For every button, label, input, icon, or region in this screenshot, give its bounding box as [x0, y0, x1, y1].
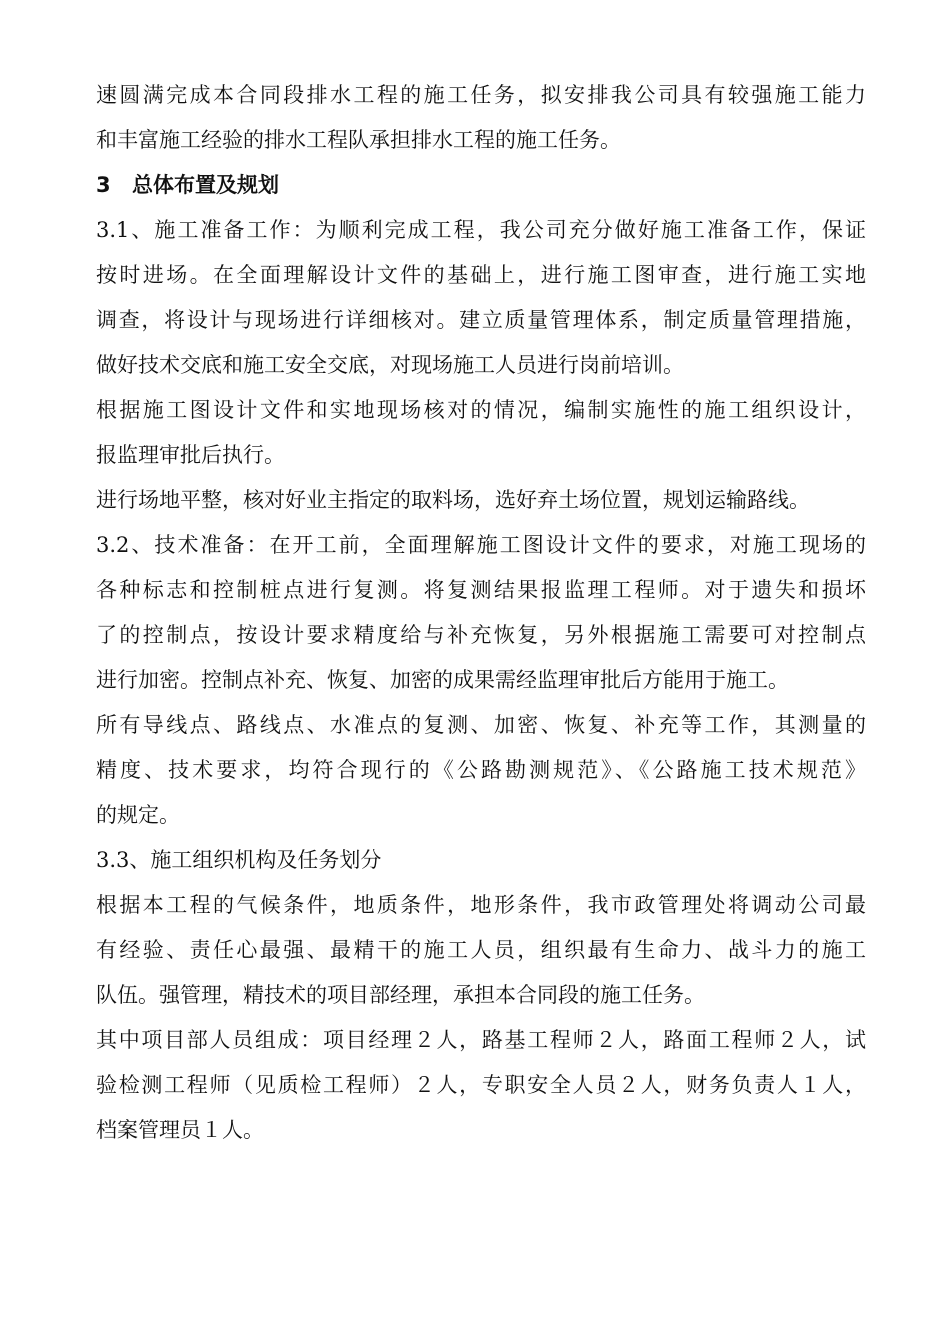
text-line: 根据本工程的气候条件，地质条件，地形条件，我市政管理处将调动公司最 [96, 893, 866, 917]
text-line: 其中项目部人员组成：项目经理２人，路基工程师２人，路面工程师２人，试 [96, 1028, 866, 1052]
text-line: 报监理审批后执行。 [96, 443, 285, 467]
paragraph-3-3 [96, 838, 866, 883]
paragraph-survey [96, 703, 866, 838]
text-line: 按时进场。在全面理解设计文件的基础上，进行施工图审查，进行施工实地 [96, 263, 866, 287]
text-line: 根据施工图设计文件和实地现场核对的情况，编制实施性的施工组织设计， [96, 398, 866, 422]
text-line: 速圆满完成本合同段排水工程的施工任务，拟安排我公司具有较强施工能力 [96, 83, 866, 107]
text-line: 了的控制点，按设计要求精度给与补充恢复，另外根据施工需要可对控制点 [96, 623, 866, 647]
text-line: 验检测工程师（见质检工程师）２人，专职安全人员２人，财务负责人１人， [96, 1073, 866, 1097]
paragraph-design [96, 388, 866, 478]
text-line: 调查，将设计与现场进行详细核对。建立质量管理体系，制定质量管理措施， [96, 308, 866, 332]
text-line: 档案管理员１人。 [96, 1118, 264, 1142]
intro-paragraph [96, 73, 866, 163]
text-line: 有经验、责任心最强、最精干的施工人员，组织最有生命力、战斗力的施工 [96, 938, 866, 962]
paragraph-organization [96, 883, 866, 1018]
paragraph-3-2 [96, 523, 866, 703]
text-line: 的规定。 [96, 803, 180, 827]
section-number: 3 [96, 173, 111, 197]
paragraph-site [96, 478, 866, 523]
text-line: 3.1、施工准备工作：为顺利完成工程，我公司充分做好施工准备工作，保证 [96, 218, 866, 242]
section-title: 总体布置及规划 [132, 173, 279, 197]
text-line: 队伍。强管理，精技术的项目部经理，承担本合同段的施工任务。 [96, 983, 705, 1007]
text-line: 进行场地平整，核对好业主指定的取料场，选好弃土场位置，规划运输路线。 [96, 488, 810, 512]
paragraph-staff [96, 1018, 866, 1153]
text-line: 进行加密。控制点补充、恢复、加密的成果需经监理审批后方能用于施工。 [96, 668, 789, 692]
text-line: 和丰富施工经验的排水工程队承担排水工程的施工任务。 [96, 128, 621, 152]
text-line: 做好技术交底和施工安全交底，对现场施工人员进行岗前培训。 [96, 353, 684, 377]
text-line: 精度、技术要求，均符合现行的《公路勘测规范》、《公路施工技术规范》 [96, 758, 866, 782]
text-line: 3.2、技术准备：在开工前，全面理解施工图设计文件的要求，对施工现场的 [96, 533, 866, 557]
text-line: 各种标志和控制桩点进行复测。将复测结果报监理工程师。对于遗失和损坏 [96, 578, 866, 602]
section-heading [96, 163, 866, 208]
text-line: 3.3、施工组织机构及任务划分 [96, 848, 382, 872]
document-page [96, 73, 866, 1153]
text-line: 所有导线点、路线点、水准点的复测、加密、恢复、补充等工作，其测量的 [96, 713, 866, 737]
paragraph-3-1 [96, 208, 866, 388]
